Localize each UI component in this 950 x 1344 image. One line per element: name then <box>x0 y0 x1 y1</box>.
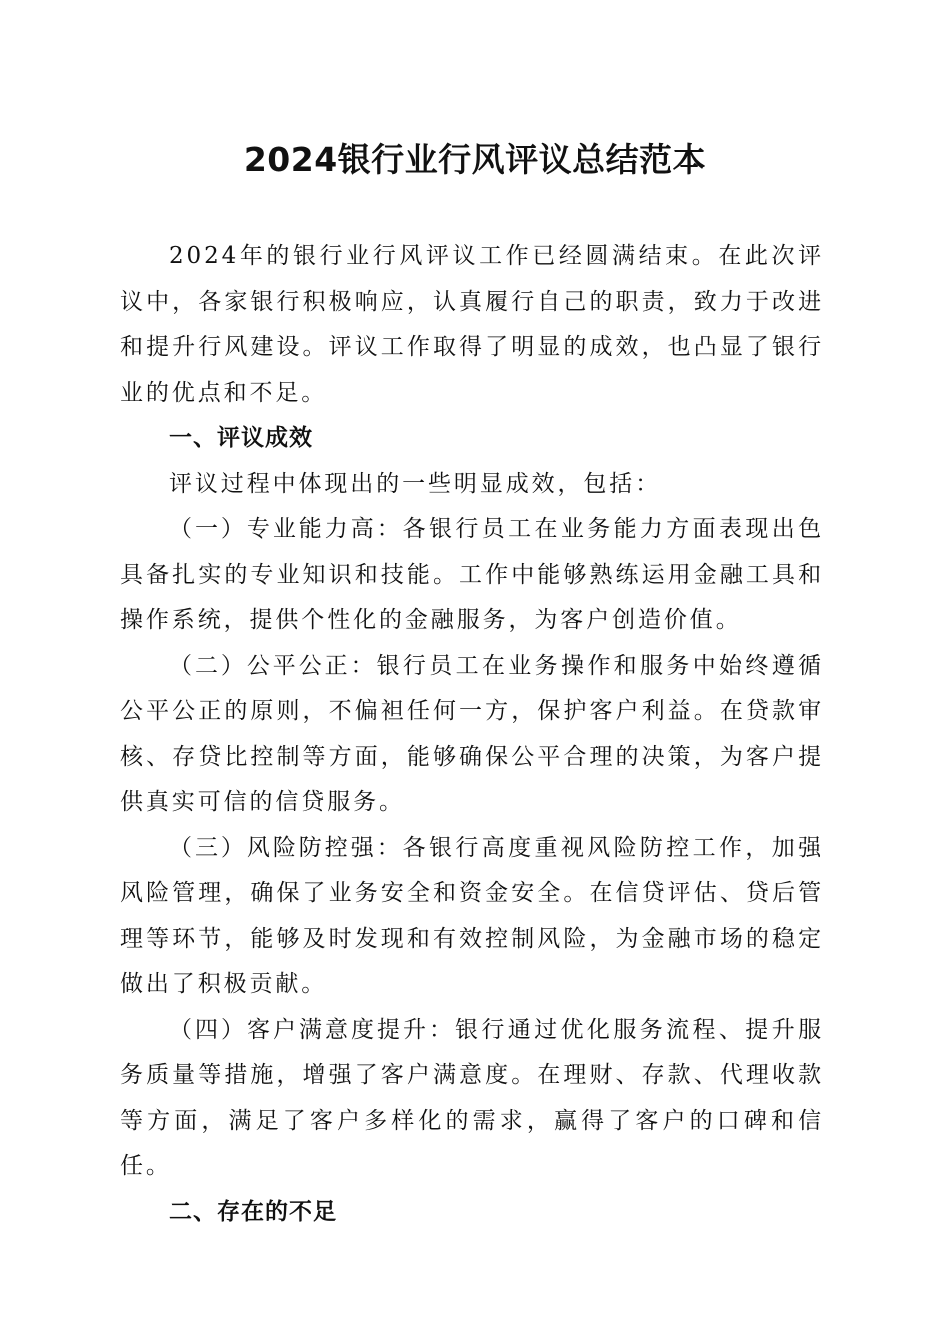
achievement-item-1-text: 各银行员工在业务能力方面表现出色具备扎实的专业知识和技能。工作中能够熟练运用金融工具和操作系统，提供个性化的金融服务，为客户创造价值。 <box>120 516 825 633</box>
document-title: 2024银行业行风评议总结范本 <box>243 140 707 179</box>
achievement-item-3-label: （三）风险防控强： <box>169 834 403 861</box>
achievement-item-4 <box>120 1008 824 1190</box>
achievement-item-1-label: （一）专业能力高： <box>169 516 403 542</box>
intro-paragraph: 2024年的银行业行风评议工作已经圆满结束。在此次评议中，各家银行积极响应，认真履行自己的职责，致力于改进和提升行风建设。评议工作取得了明显的成效，也凸显了银行业的优点和不足。 <box>120 243 824 406</box>
achievement-item-1 <box>120 507 824 644</box>
achievement-item-2-text: 银行员工在业务操作和服务中始终遵循公平公正的原则，不偏袒任何一方，保护客户利益。在贷款审核、存贷比控制等方面，能够确保公平合理的决策，为客户提供真实可信的信贷服务。 <box>120 652 824 815</box>
section-lead-paragraph: 评议过程中体现出的一些明显成效，包括： <box>169 470 662 497</box>
achievement-item-2 <box>120 644 824 826</box>
section-heading-achievements: 一、评议成效 <box>169 425 313 451</box>
achievement-item-2-label: （二）公平公正： <box>169 652 377 679</box>
achievement-item-4-label: （四）客户满意度提升： <box>169 1016 455 1043</box>
section-heading-shortcomings: 二、存在的不足 <box>169 1198 337 1225</box>
achievement-item-3 <box>120 826 824 1008</box>
achievement-item-3-text: 各银行高度重视风险防控工作，加强风险管理，确保了业务安全和资金安全。在信贷评估、贷后管理等环节，能够及时发现和有效控制风险，为金融市场的稳定做出了积极贡献。 <box>120 834 825 997</box>
achievement-item-4-text: 银行通过优化服务流程、提升服务质量等措施，增强了客户满意度。在理财、存款、代理收款等方面，满足了客户多样化的需求，赢得了客户的口碑和信任。 <box>120 1016 824 1179</box>
document-body <box>120 234 824 1235</box>
